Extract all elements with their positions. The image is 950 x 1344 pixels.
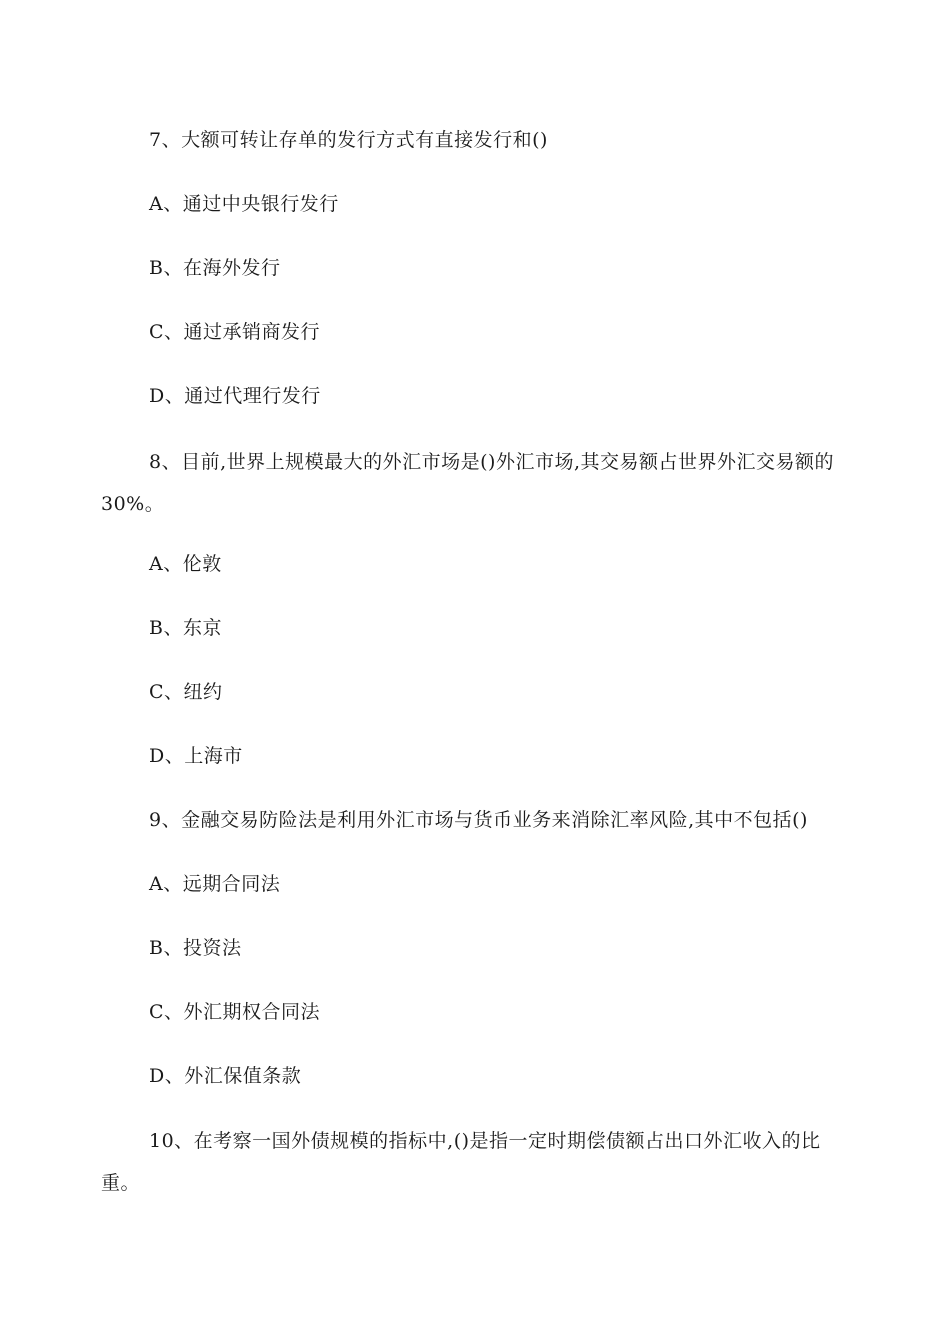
question-9-option-d: D、外汇保值条款: [149, 1065, 302, 1087]
question-8-option-d: D、上海市: [149, 745, 243, 767]
question-8-option-c: C、纽约: [149, 681, 223, 703]
question-7-option-a: A、通过中央银行发行: [149, 193, 339, 215]
question-7-option-b: B、在海外发行: [149, 257, 281, 279]
question-9-option-c: C、外汇期权合同法: [149, 1001, 321, 1023]
question-10-stem: 10、在考察一国外债规模的指标中,()是指一定时期偿债额占出口外汇收入的比重。: [101, 1130, 821, 1194]
question-7-option-c: C、通过承销商发行: [149, 321, 321, 343]
question-7-stem: 7、大额可转让存单的发行方式有直接发行和(): [149, 129, 548, 151]
question-9-stem: 9、金融交易防险法是利用外汇市场与货币业务来消除汇率风险,其中不包括(): [149, 809, 808, 831]
question-9-option-b: B、投资法: [149, 937, 242, 959]
question-9-option-a: A、远期合同法: [149, 873, 281, 895]
question-8-option-b: B、东京: [149, 617, 222, 639]
question-8-option-a: A、伦敦: [149, 553, 222, 575]
question-7-option-d: D、通过代理行发行: [149, 385, 321, 407]
question-8-stem: 8、目前,世界上规模最大的外汇市场是()外汇市场,其交易额占世界外汇交易额的30%。: [101, 451, 834, 515]
